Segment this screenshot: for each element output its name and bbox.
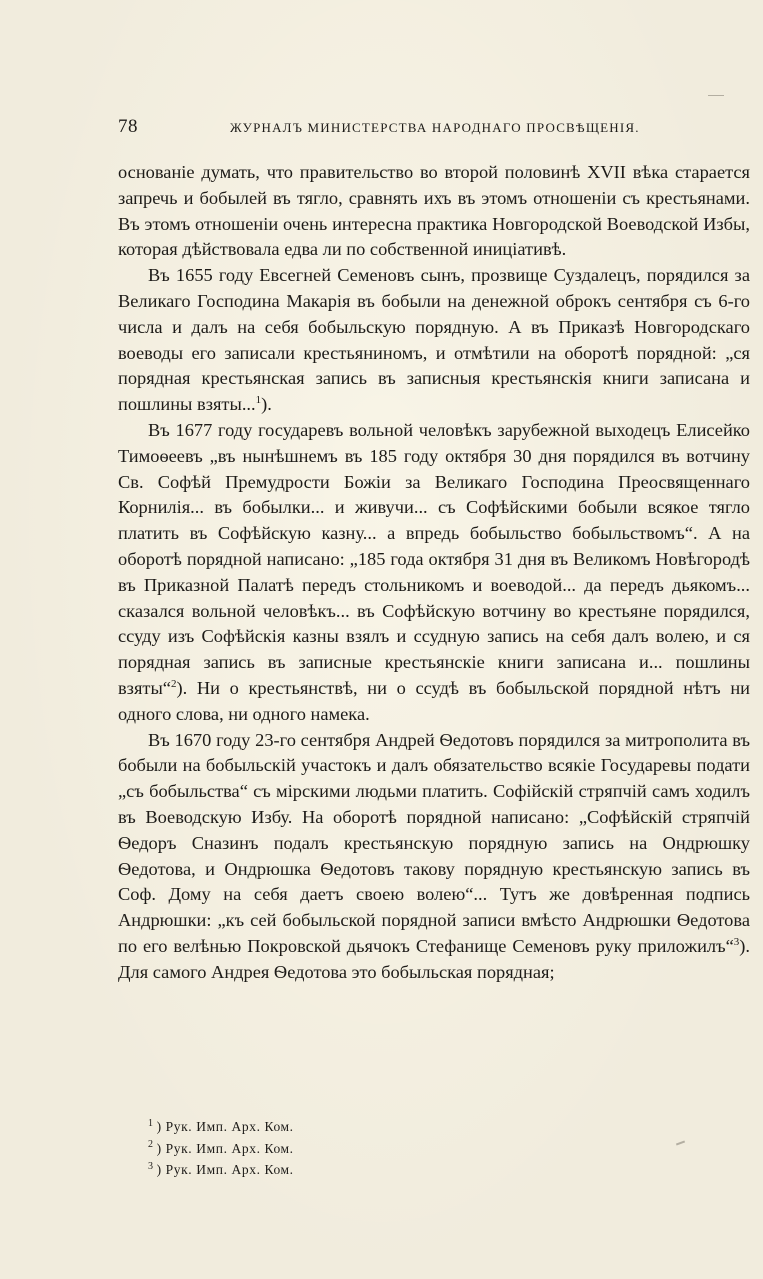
footnote-reference: 2 <box>170 677 177 690</box>
paragraph-tail: ). <box>261 394 272 415</box>
scan-mark <box>708 95 724 96</box>
footnote-reference: 3 <box>733 935 740 948</box>
footnote-text: ) Рук. Имп. Арх. Ком. <box>156 1162 294 1177</box>
footnote <box>148 1116 750 1138</box>
paragraph <box>118 418 750 728</box>
footnote-mark: 2 <box>148 1139 154 1150</box>
footnote <box>148 1138 750 1160</box>
page-number: 78 <box>118 116 138 137</box>
paragraph <box>118 160 750 263</box>
paragraph-text: Въ 1677 году государевъ вольной человѣкъ зарубежной выходецъ Елисейко Тимоѳеевъ „въ нынѣшнемъ въ 185 году октября 30 дня порядился въ вотчину Св. Софѣй Премудрости Божіи за Великаго Господина Преосвященнаго Корнилія... въ бобылки... и живучи... съ Софѣйскими бобыли всякое тягло платить въ Софѣйскую казну... а впредь бобыльство бобыльствомъ“. А на оборотѣ порядной написано: „185 года октября 31 дня въ Великомъ Новѣгородѣ въ Приказной Палатѣ передъ стольникомъ и воеводой... да передъ дьякомъ... сказался вольной человѣкъ... въ Софѣйскую вотчину во крестьяне порядился, ссуду изъ Софѣйскія казны взялъ и ссудную запись на себя далъ волею, и ся порядная запись въ записные крестьянскіе книги записана и... пошлины взяты“ <box>118 419 750 698</box>
paragraph-tail: ). Ни о крестьянствѣ, ни о ссудѣ въ бобыльской порядной нѣтъ ни одного слова, ни одного намека. <box>118 677 750 724</box>
paragraph <box>118 728 750 986</box>
paragraph <box>118 263 750 418</box>
footnote-mark: 3 <box>148 1160 154 1172</box>
footnotes <box>148 1116 750 1181</box>
footnote-mark: 1 <box>148 1117 154 1129</box>
body-text <box>118 160 750 986</box>
paragraph-text: Въ 1670 году 23-го сентября Андрей Ѳедотовъ порядился за митрополита въ бобыли на бобыльскій участокъ и далъ обязательство всякіе Государевы подати „съ бобыльства“ съ мірскими людьми платить. Софійскій стряпчій самъ ходилъ въ Воеводскую Избу. На оборотѣ порядной написано: „Софѣйскій стряпчій Ѳедоръ Сназинъ подалъ крестьянскую порядную запись на Ондрюшку Ѳедотова, и Ондрюшка Ѳедотовъ такову порядную крестьянскую запись въ Соф. Дому на себя даетъ своею волею“... Тутъ же довѣренная подпись Андрюшки: „къ сей бобыльской порядной записи вмѣсто Андрюшки Ѳедотова по его велѣнью Покровской дьячокъ Стефанище Семеновъ руку приложилъ“ <box>118 729 750 956</box>
running-head: ЖУРНАЛЪ МИНИСТЕРСТВА НАРОДНАГО ПРОСВѢЩЕНІЯ. <box>230 120 640 135</box>
paragraph-tail: ). Для самого Андрея Ѳедотова это бобыльская порядная; <box>118 935 750 982</box>
footnote <box>148 1159 750 1181</box>
paragraph-text: основаніе думать, что правительство во второй половинѣ XVII вѣка старается запречь и бобылей въ тягло, сравнять ихъ въ этомъ отношеніи съ крестьянами. Въ этомъ отношеніи очень интересна практика Новгородской Воеводской Избы, которая дѣйствовала едва ли по собственной иниціативѣ. <box>118 162 750 260</box>
footnote-text: ) Рук. Имп. Арх. Ком. <box>156 1140 294 1156</box>
page-header <box>118 116 750 140</box>
footnote-reference: 1 <box>255 394 262 407</box>
paragraph-text: Въ 1655 году Евсегней Семеновъ сынъ, прозвище Суздалецъ, порядился за Великаго Господина Макарія въ бобыли на денежной оброкъ сентября съ 6-го числа и далъ на себя бобыльскую порядную. А въ Приказѣ Новгородскаго воеводы его записали крестьяниномъ, и отмѣтили на оборотѣ порядной: „ся порядная крестьянская запись въ записныя крестьянскія книги записана и пошлины взяты... <box>118 265 750 415</box>
footnote-text: ) Рук. Имп. Арх. Ком. <box>156 1119 294 1134</box>
